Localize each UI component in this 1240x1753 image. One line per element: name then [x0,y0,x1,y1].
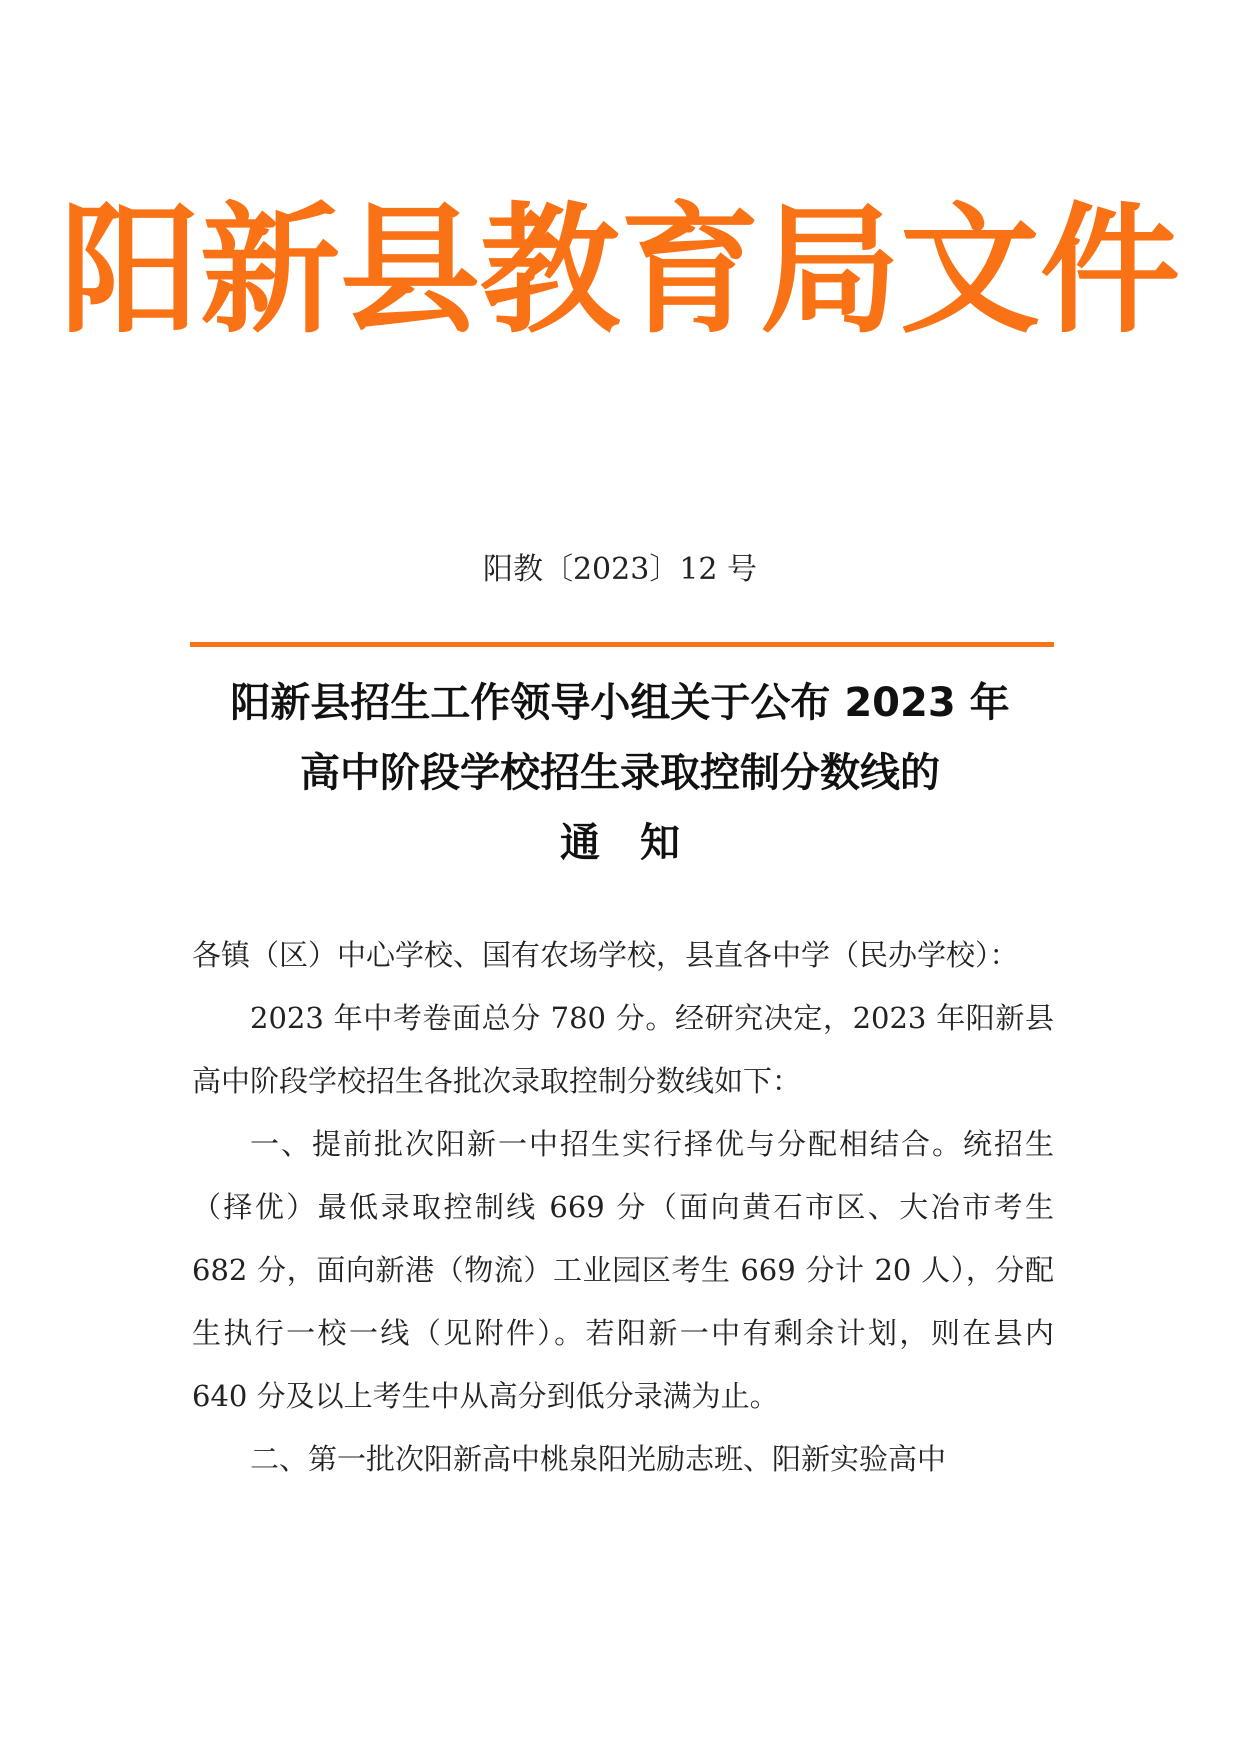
body-paragraph-2: 一、提前批次阳新一中招生实行择优与分配相结合。统招生（择优）最低录取控制线 669 分（面向黄石市区、大冶市考生 682 分，面向新港（物流）工业园区考生 669 分计 20 人），分配生执行一校一线（见附件）。若阳新一中有剩余计划，则在县内 640 分及以上考生中从高分到低分录满为止。 [192,1127,1054,1413]
title-line-3: 通 知 [560,820,680,866]
header-divider [190,642,1054,647]
title-line-1: 阳新县招生工作领导小组关于公布 2023 年 [230,680,1010,726]
salutation: 各镇（区）中心学校、国有农场学校，县直各中学（民办学校）： [192,938,1019,972]
notice-title [150,668,1090,878]
body-paragraph-1: 2023 年中考卷面总分 780 分。经研究决定，2023 年阳新县高中阶段学校招生各批次录取控制分数线如下： [192,1001,1054,1098]
body-paragraph-3: 二、第一批次阳新高中桃泉阳光励志班、阳新实验高中 [250,1442,947,1476]
masthead-title: 阳新县教育局文件 [59,190,1180,353]
document-number: 阳教〔2023〕12 号 [482,552,758,587]
notice-body [192,924,1054,1491]
title-line-2: 高中阶段学校招生录取控制分数线的 [300,750,940,796]
